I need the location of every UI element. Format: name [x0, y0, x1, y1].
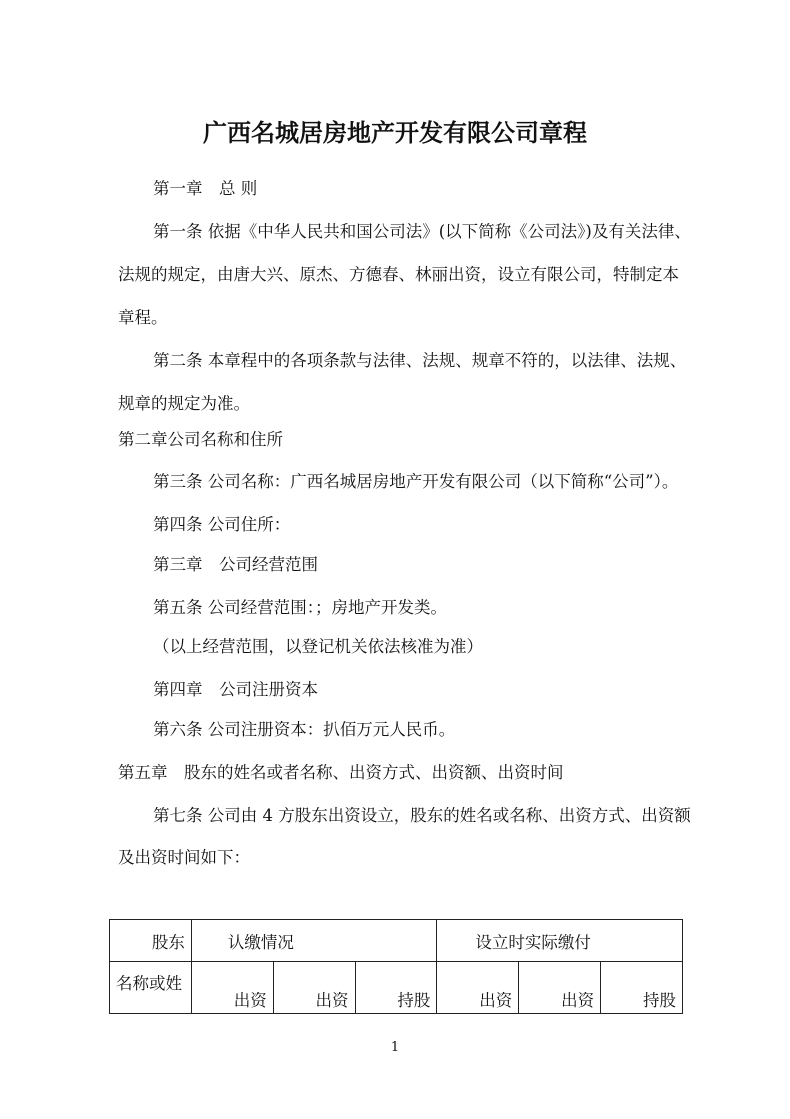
table-subheader-row: [110, 962, 683, 1014]
chapter-heading: 第四章 公司注册资本: [153, 680, 318, 699]
chapter-heading: 第三章 公司经营范围: [153, 555, 318, 574]
table-header-cell: 设立时实际缴付: [437, 920, 683, 962]
table-header-cell: 出资: [191, 962, 273, 1014]
chapter-heading: 第一章 总 则: [153, 179, 258, 198]
table-header-cell: 股东: [110, 920, 192, 962]
table-header-cell: 认缴情况: [191, 920, 437, 962]
article-line: 第三条 公司名称：广西名城居房地产开发有限公司（以下简称“公司”）。: [153, 472, 679, 491]
table-header-cell: 持股: [601, 962, 683, 1014]
chapter-heading: 第五章 股东的姓名或者名称、出资方式、出资额、出资时间: [118, 763, 564, 782]
article-line: 第六条 公司注册资本：扒佰万元人民币。: [153, 720, 456, 739]
document-title: 广西名城居房地产开发有限公司章程: [203, 118, 587, 147]
article-line: 第一条 依据《中华人民共和国公司法》(以下简称《公司法》)及有关法律、: [153, 222, 691, 241]
article-line: 第四条 公司住所：: [153, 515, 291, 534]
table-header-cell: 出资: [437, 962, 519, 1014]
table-header-row: [110, 920, 683, 962]
table-header-cell: 出资: [519, 962, 601, 1014]
article-line: （以上经营范围，以登记机关依法核准为准）: [153, 637, 483, 656]
table-header-cell: 持股: [355, 962, 437, 1014]
table-header-cell: 出资: [273, 962, 355, 1014]
article-line: 第五条 公司经营范围：；房地产开发类。: [153, 598, 447, 617]
shareholder-table: [109, 919, 683, 1014]
article-line: 第七条 公司由 4 方股东出资设立，股东的姓名或名称、出资方式、出资额: [153, 806, 691, 825]
article-line: 章程。: [118, 308, 168, 327]
article-line: 规章的规定为准。: [118, 394, 250, 413]
chapter-heading: 第二章公司名称和住所: [118, 430, 283, 449]
table-header-cell: 名称或姓: [110, 962, 192, 1014]
article-line: 第二条 本章程中的各项条款与法律、法规、规章不符的，以法律、法规、: [153, 351, 687, 370]
article-line: 及出资时间如下：: [118, 848, 250, 867]
article-line: 法规的规定，由唐大兴、原杰、方德春、林丽出资，设立有限公司，特制定本: [118, 265, 679, 284]
page-number: 1: [390, 1040, 400, 1055]
